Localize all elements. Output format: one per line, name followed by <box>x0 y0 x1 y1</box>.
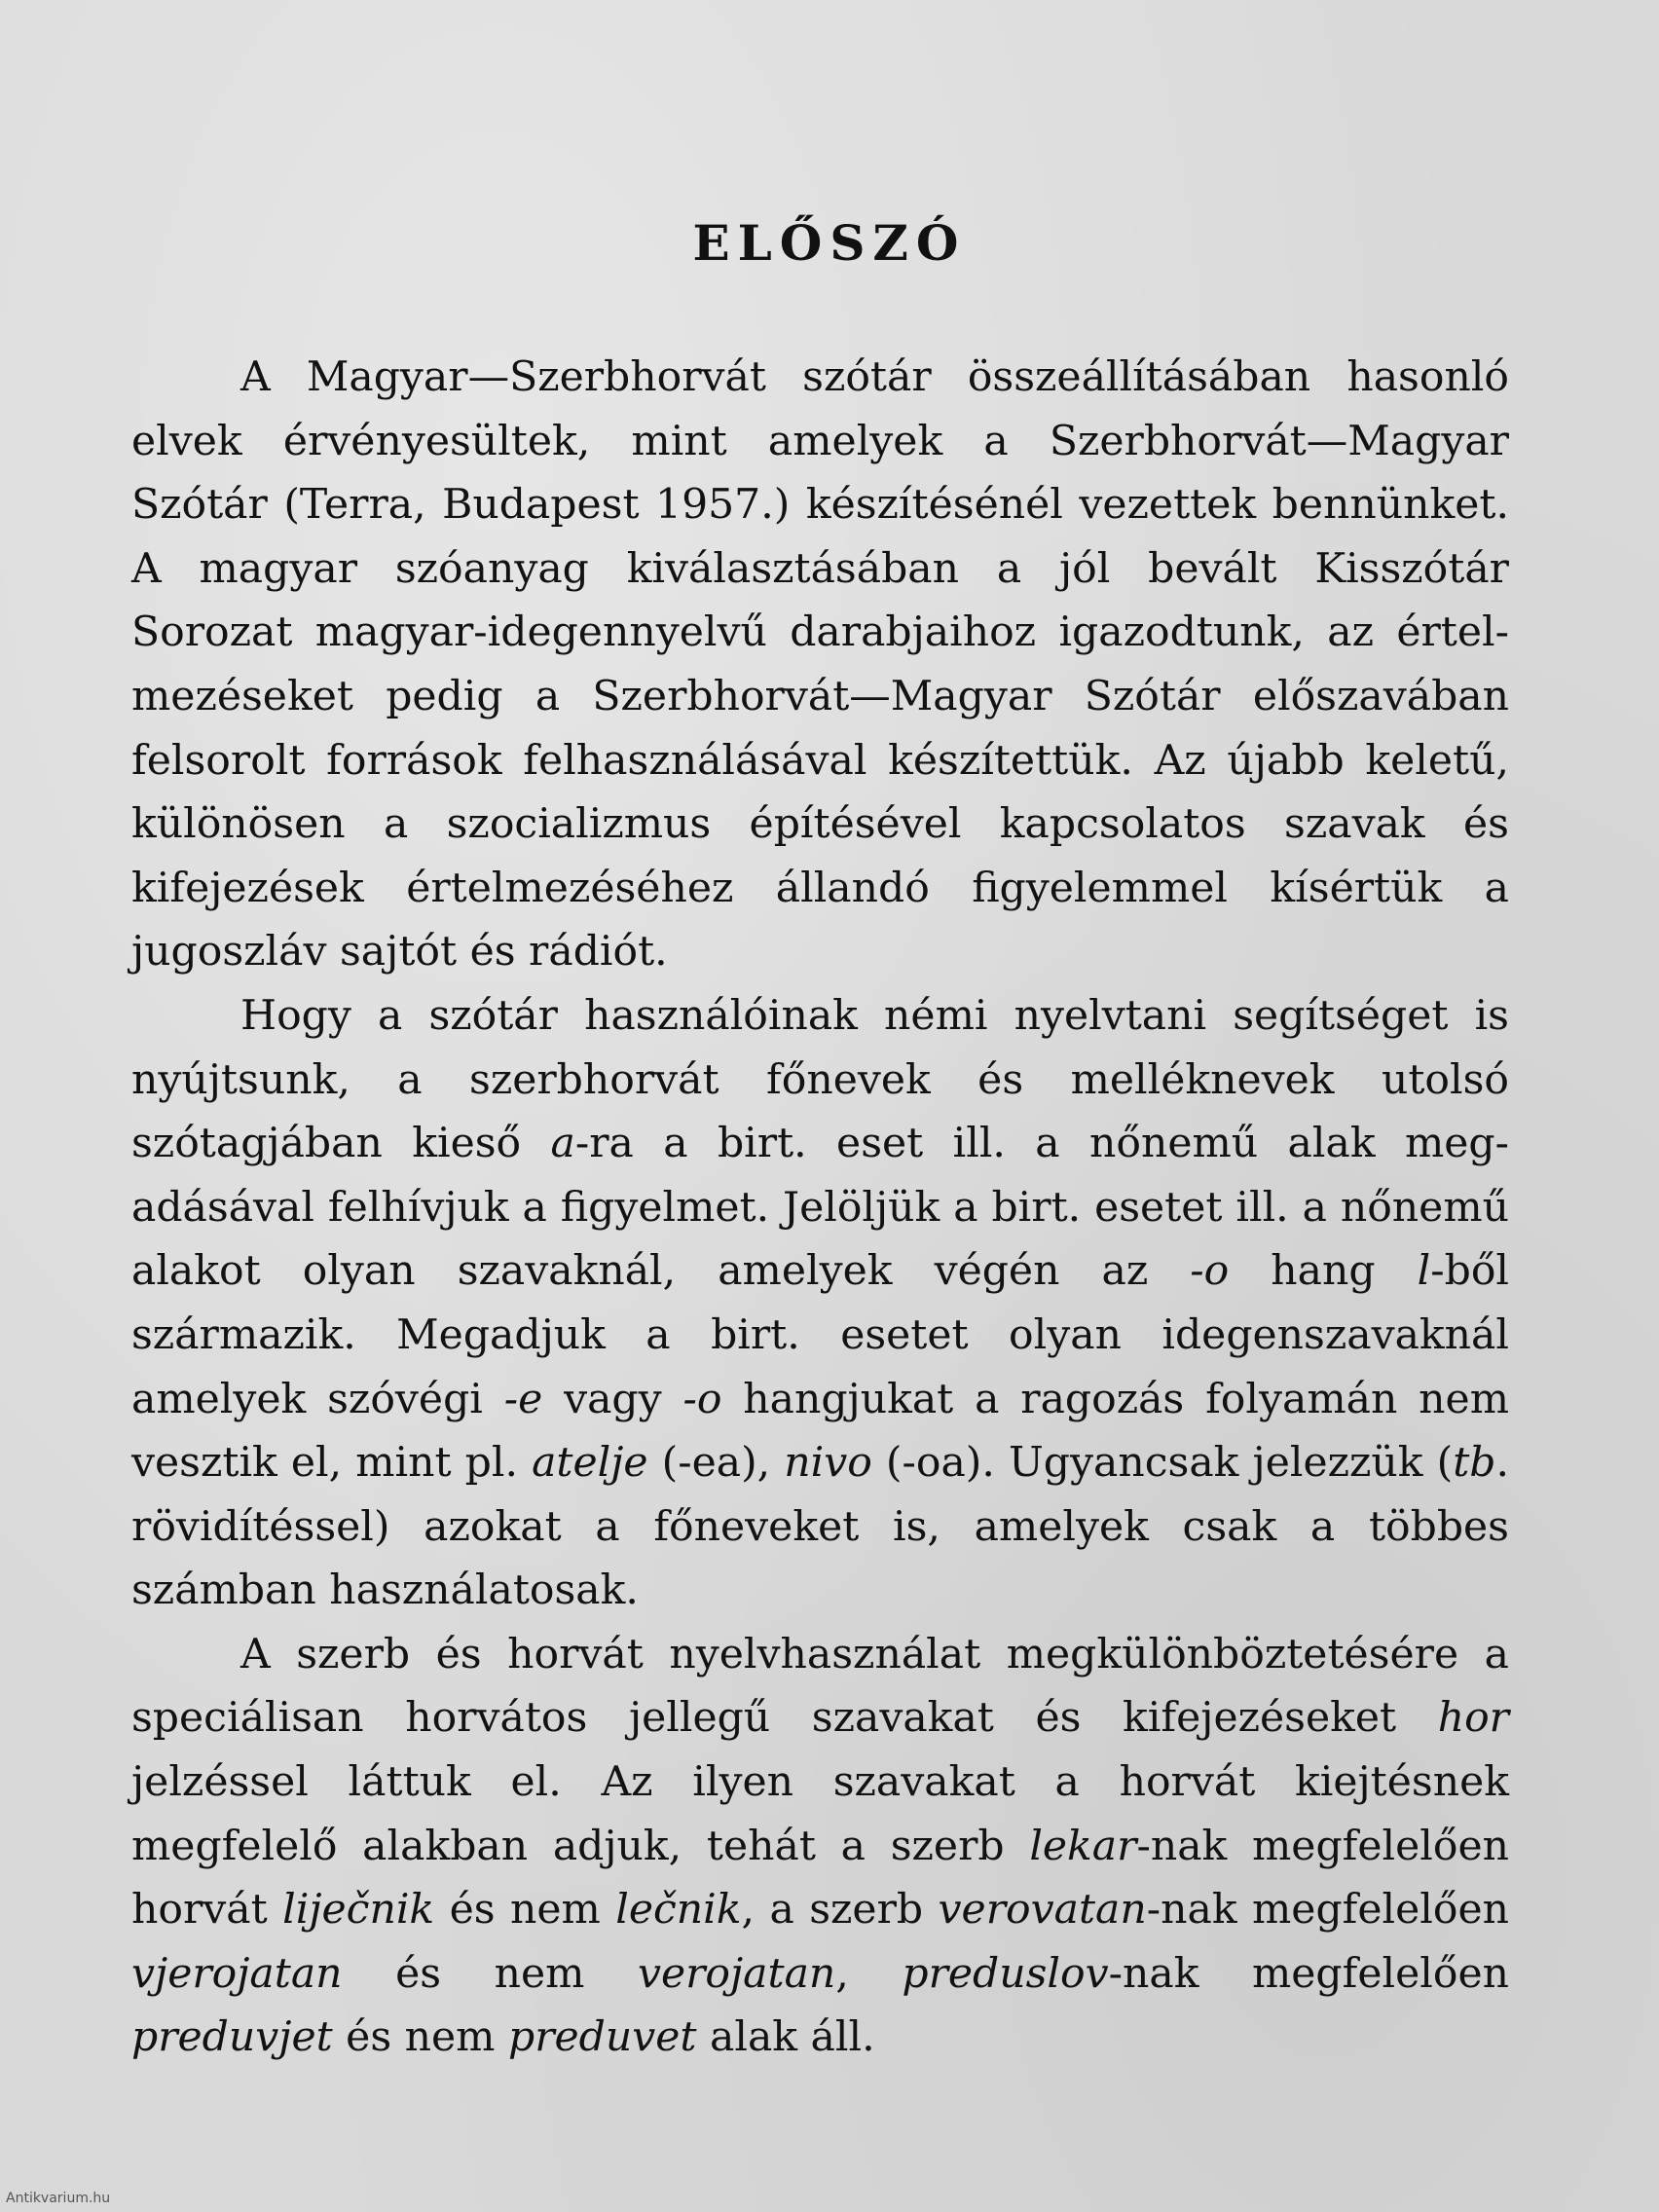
italic-term: preduslov <box>902 1949 1109 1998</box>
italic-term: vjerojatan <box>131 1949 343 1998</box>
italic-term: nivo <box>784 1439 872 1488</box>
text-run: , a szerb <box>741 1886 939 1935</box>
page-title: ELŐSZÓ <box>692 214 967 272</box>
text-run: (-oa). Ugyancsak jelezzük ( <box>871 1439 1454 1488</box>
text-run: -nak megfelelően horvát <box>131 1822 1509 1935</box>
text-run: és nem <box>342 1949 638 1998</box>
text-run: alak áll. <box>696 2013 875 2062</box>
italic-term: -o <box>682 1375 722 1423</box>
text-run: -nak megfelelően <box>1108 1949 1509 1998</box>
text-run: -ből származik. Megadjuk a birt. esetet olyan idegenszavaknál amelyek szóvégi <box>131 1247 1509 1423</box>
italic-term: verovatan <box>938 1886 1147 1935</box>
text-run: hang <box>1229 1247 1418 1296</box>
watermark: Antikvarium.hu <box>6 2191 111 2206</box>
italic-term: preduvet <box>508 2013 697 2062</box>
italic-term: liječnik <box>282 1886 435 1935</box>
italic-term: l <box>1417 1247 1431 1296</box>
text-run: Hogy a szótár használóinak némi nyelvtani segítséget is nyújtsunk, a szerbhorvát főnevek és melléknevek utolsó szótagjában kieső <box>131 991 1509 1168</box>
text-run: és nem <box>434 1886 616 1935</box>
text-run: jelzéssel láttuk el. Az ilyen szavakat a horvát kiejtésnek megfelelő alakban adjuk, tehát a szerb <box>131 1758 1509 1870</box>
text-run: , <box>835 1949 903 1998</box>
text-run: -ra a birt. eset ill. a nőnemű alak megadásával felhívjuk a figyelmet. Jelöljük a birt. esetet ill. a nőnemű alakot olyan szavaknál, amelyek végén az <box>131 1120 1509 1296</box>
text-run: vagy <box>542 1375 683 1423</box>
italic-term: a <box>550 1120 575 1168</box>
paragraph-1 <box>131 346 1509 984</box>
paragraph-3 <box>131 1623 1509 2070</box>
text-run: és nem <box>332 2013 508 2062</box>
text-run: A szerb és horvát nyelvhasználat megkülönböztetésére a speciálisan horvátos jellegű szavakat és kifejezéseket <box>131 1630 1509 1743</box>
italic-term: -o <box>1190 1247 1230 1296</box>
text-run: -nak megfelelően <box>1146 1886 1509 1935</box>
text-run: A Magyar—Szerbhorvát szótár összeállításában hasonló elvek érvényesültek, mint amelyek a Szerbhorvát—Magyar Szótár (Terra, Budapest 1957.) készítésénél vezettek bennünket. A magyar szóanyag kiválasztásában a jól bevált Kisszótár Sorozat magyar-idegennyelvű darabjaihoz igazodtunk, az értelmezéseket pedig a Szerbhorvát—Magyar Szótár előszavában felsorolt források felhasználásával készítettük. Az újabb keletű, különösen a szocializmus építésével kapcsolatos szavak és kifejezések értelmezéséhez állandó figyelemmel kísértük a jugoszláv sajtót és rádiót. <box>131 353 1509 977</box>
italic-term: lečnik <box>615 1886 742 1935</box>
italic-term: lekar <box>1029 1822 1137 1870</box>
italic-term: atelje <box>532 1439 648 1488</box>
italic-term: preduvjet <box>131 2013 333 2062</box>
italic-term: verojatan <box>637 1949 836 1998</box>
text-run: (-ea), <box>647 1439 785 1488</box>
preface-body <box>131 346 1509 2070</box>
italic-term: tb <box>1453 1439 1496 1488</box>
italic-term: hor <box>1437 1694 1509 1743</box>
paragraph-2 <box>131 984 1509 1623</box>
text-run: . rövidítéssel) azokat a főneveket is, amelyek csak a többes számban használatosak. <box>131 1439 1509 1615</box>
italic-term: -e <box>503 1375 543 1423</box>
text-run: hangjukat a ragozás folyamán nem vesztik el, mint pl. <box>131 1375 1509 1488</box>
